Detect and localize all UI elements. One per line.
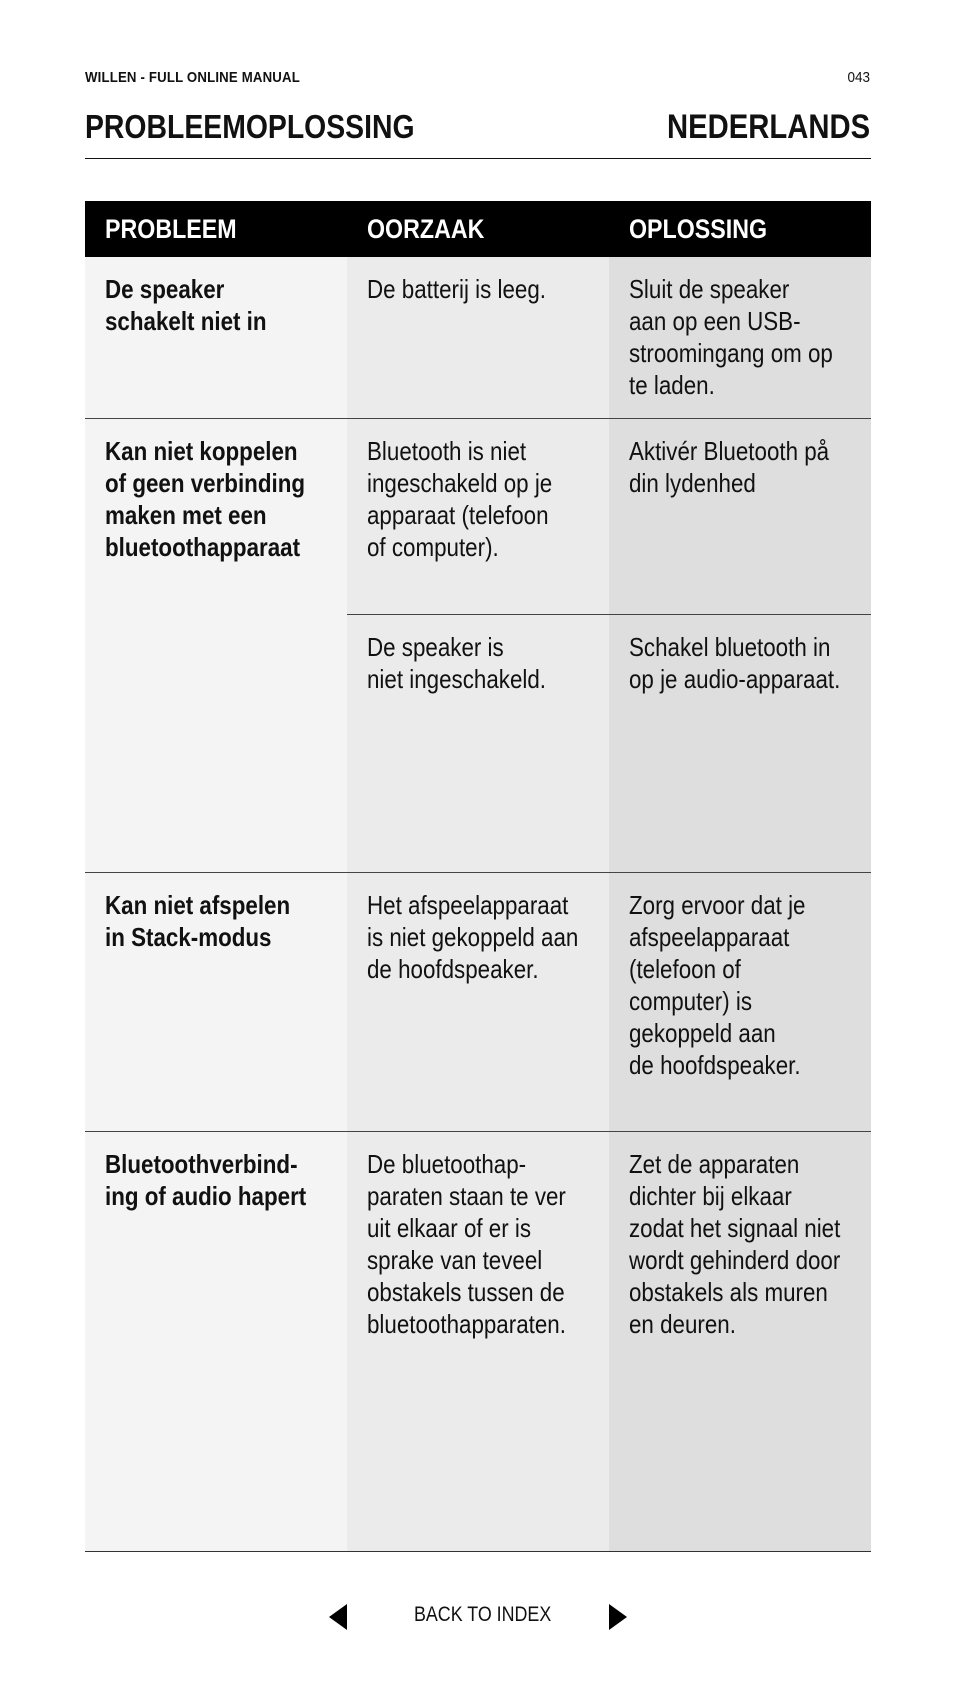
solution-cell: Aktivér Bluetooth på din lydenhed — [609, 419, 871, 614]
column-header-cause: OORZAAK — [367, 213, 485, 244]
solution-cell: Zet de apparaten dichter bij elkaar zodat het signaal niet wordt gehinderd door obstakels als muren en deuren. — [609, 1132, 871, 1551]
problem-cell: Bluetoothverbind- ing of audio hapert — [85, 1132, 347, 1551]
cause-cell: De bluetoothap- paraten staan te ver uit elkaar of er is sprake van teveel obstakels tussen de bluetoothapparaten. — [347, 1132, 609, 1551]
cause-cell: Bluetooth is niet ingeschakeld op je apparaat (telefoon of computer). — [347, 419, 609, 614]
section-title: PROBLEEMOPLOSSING — [85, 108, 415, 145]
problem-cell: De speaker schakelt niet in — [85, 257, 347, 418]
problem-cell: Kan niet afspelen in Stack-modus — [85, 873, 347, 1131]
page-number: 043 — [847, 69, 870, 86]
table-row — [85, 872, 871, 1131]
solution-cell: Sluit de speaker aan op een USB- stroomingang om op te laden. — [609, 257, 871, 418]
solution-cell: Zorg ervoor dat je afspeelapparaat (telefoon of computer) is gekoppeld aan de hoofdspeaker. — [609, 873, 871, 1131]
title-divider — [85, 158, 871, 159]
page-footer — [0, 1600, 954, 1636]
language-title: NEDERLANDS — [666, 108, 870, 146]
troubleshooting-table — [85, 201, 871, 1552]
manual-label: WILLEN - FULL ONLINE MANUAL — [85, 69, 300, 86]
cause-cell: De batterij is leeg. — [347, 257, 609, 418]
cause-cell: De speaker is niet ingeschakeld. — [347, 615, 609, 872]
back-to-index-link[interactable]: BACK TO INDEX — [414, 1603, 552, 1626]
cause-cell: Het afspeelapparaat is niet gekoppeld aan de hoofdspeaker. — [347, 873, 609, 1131]
triangle-left-icon[interactable] — [329, 1604, 347, 1630]
table-row — [85, 257, 871, 418]
table-row — [85, 1131, 871, 1551]
column-header-problem: PROBLEEM — [105, 213, 237, 244]
problem-cell: Kan niet koppelen of geen verbinding maken met een bluetoothapparaat — [85, 419, 347, 872]
triangle-right-icon[interactable] — [609, 1604, 627, 1630]
column-header-solution: OPLOSSING — [629, 213, 768, 244]
table-row — [85, 418, 871, 872]
solution-cell: Schakel bluetooth in op je audio-apparaat. — [609, 615, 871, 872]
table-header-row — [85, 201, 871, 257]
